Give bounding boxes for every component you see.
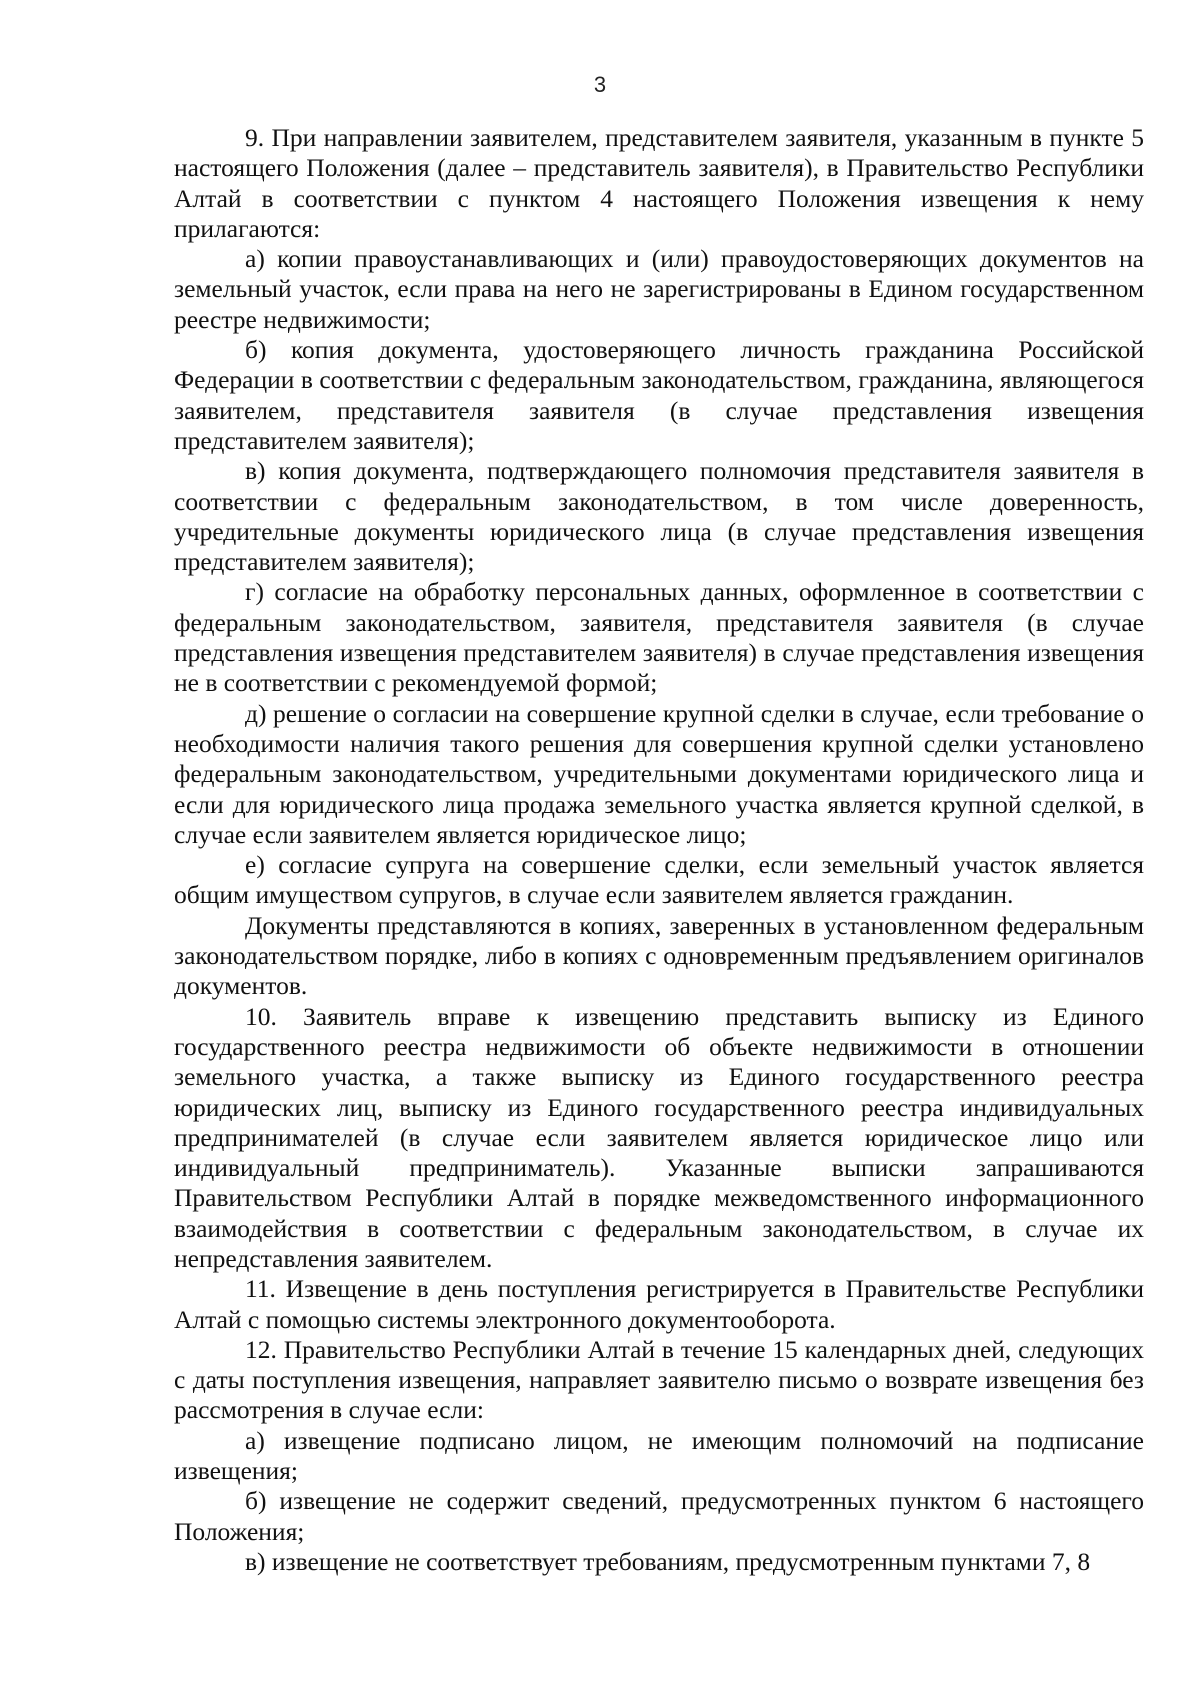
paragraph-9g: г) согласие на обработку персональных данных, оформленное в соответствии с федеральным законодательством, заявителя, представителя заявителя (в случае представления извещения представителем заявителя) в случае представления извещения не в соответствии с рекомендуемой формой; bbox=[174, 577, 1144, 698]
document-body bbox=[174, 123, 1144, 1577]
paragraph-12b: б) извещение не содержит сведений, предусмотренных пунктом 6 настоящего Положения; bbox=[174, 1486, 1144, 1546]
paragraph-9e: е) согласие супруга на совершение сделки, если земельный участок является общим имуществом супругов, в случае если заявителем является гражданин. bbox=[174, 850, 1144, 910]
paragraph-10: 10. Заявитель вправе к извещению представить выписку из Единого государственного реестра недвижимости об объекте недвижимости в отношении земельного участка, а также выписку из Единого государственного реестра юридических лиц, выписку из Единого государственного реестра индивидуальных предпринимателей (в случае если заявителем является юридическое лицо или индивидуальный предприниматель). Указанные выписки запрашиваются Правительством Республики Алтай в порядке межведомственного информационного взаимодействия в соответствии с федеральным законодательством, в случае их непредставления заявителем. bbox=[174, 1001, 1144, 1273]
paragraph-9b: б) копия документа, удостоверяющего личность гражданина Российской Федерации в соответствии с федеральным законодательством, гражданина, являющегося заявителем, представителя заявителя (в случае представления извещения представителем заявителя); bbox=[174, 335, 1144, 455]
paragraph-9d: д) решение о согласии на совершение крупной сделки в случае, если требование о необходимости наличия такого решения для совершения крупной сделки установлено федеральным законодательством, учредительными документами юридического лица и если для юридического лица продажа земельного участка является крупной сделкой, в случае если заявителем является юридическое лицо; bbox=[174, 698, 1144, 849]
paragraph-9v: в) копия документа, подтверждающего полномочия представителя заявителя в соответствии с федеральным законодательством, в том числе доверенность, учредительные документы юридического лица (в случае представления извещения представителем заявителя); bbox=[174, 456, 1144, 577]
paragraph-12a: а) извещение подписано лицом, не имеющим полномочий на подписание извещения; bbox=[174, 1425, 1144, 1486]
page-number: 3 bbox=[593, 72, 607, 97]
paragraph-12: 12. Правительство Республики Алтай в течение 15 календарных дней, следующих с даты поступления извещения, направляет заявителю письмо о возврате извещения без рассмотрения в случае если: bbox=[174, 1334, 1144, 1425]
paragraph-11: 11. Извещение в день поступления регистрируется в Правительстве Республики Алтай с помощью системы электронного документооборота. bbox=[174, 1274, 1144, 1334]
paragraph-9: 9. При направлении заявителем, представителем заявителя, указанным в пункте 5 настоящего Положения (далее – представитель заявителя), в Правительство Республики Алтай в соответствии с пунктом 4 настоящего Положения извещения к нему прилагаются: bbox=[174, 123, 1144, 243]
paragraph-9a: а) копии правоустанавливающих и (или) правоудостоверяющих документов на земельный участок, если права на него не зарегистрированы в Едином государственном реестре недвижимости; bbox=[174, 244, 1144, 334]
paragraph-documents: Документы представляются в копиях, заверенных в установленном федеральным законодательством порядке, либо в копиях с одновременным предъявлением оригиналов документов. bbox=[174, 910, 1144, 1001]
paragraph-12v: в) извещение не соответствует требованиям, предусмотренным пунктами 7, 8 bbox=[245, 1546, 1091, 1576]
